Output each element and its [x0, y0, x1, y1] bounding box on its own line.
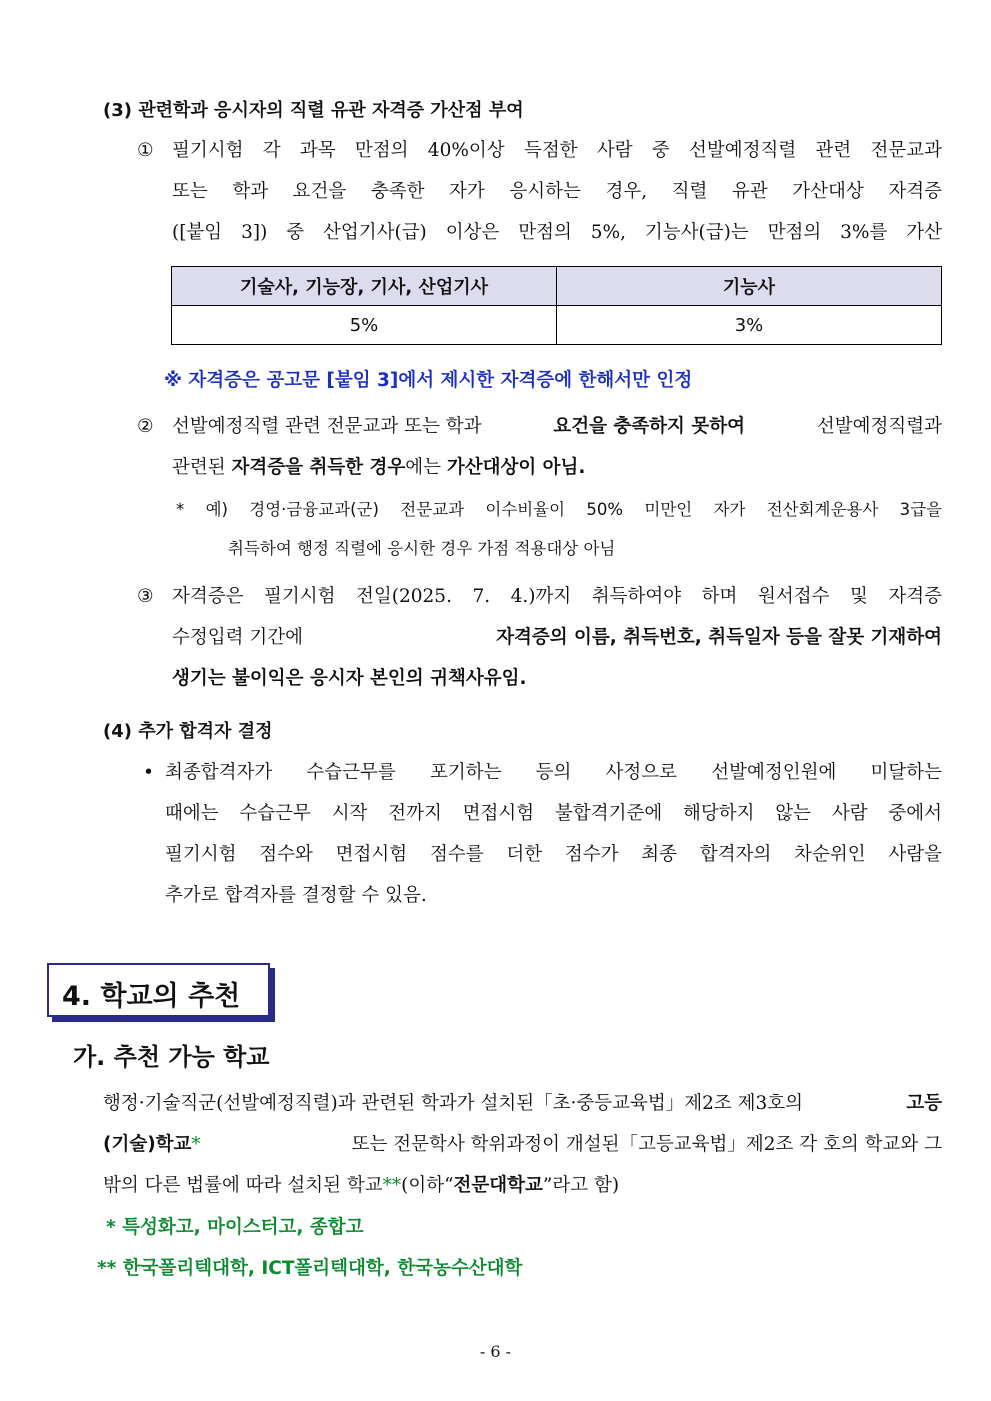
- section-4-heading: (4) 추가 합격자 결정: [103, 721, 273, 742]
- item-2-marker: ②: [137, 416, 154, 437]
- school-text: ”라고 함): [542, 1175, 620, 1196]
- item-3-text: 수정입력 기간에: [172, 627, 303, 648]
- item-2-emphasis: 요건을 충족하지 못하여: [553, 416, 745, 437]
- section-title-box: [47, 963, 270, 1017]
- table-header-cell: 기능사: [557, 267, 942, 306]
- item-2-text: 에는: [405, 457, 441, 478]
- item-3-marker: ③: [137, 586, 154, 607]
- item-2-example-line-2: 취득하여 행정 직렬에 응시한 경우 가점 적용대상 아님: [228, 539, 616, 558]
- item-3-line-3: 생기는 불이익은 응시자 본인의 귀책사유임.: [172, 668, 527, 689]
- additional-line-1: 최종합격자가 수습근무를 포기하는 등의 사정으로 선발예정인원에 미달하는: [165, 762, 942, 783]
- school-line-1: [103, 1083, 942, 1124]
- additional-line-2: 때에는 수습근무 시작 전까지 면접시험 불합격기준에 해당하지 않는 사람 중에서: [165, 803, 942, 824]
- item-2-example-line-1: * 예) 경영·금융교과(군) 전문교과 이수비율이 50% 미만인 자가 전산회계운용사 3급을: [176, 500, 942, 519]
- table-cell: 5%: [172, 306, 557, 345]
- item-1-marker: ①: [137, 140, 154, 161]
- bonus-points-table: [171, 266, 942, 345]
- item-3-emphasis: 자격증의 이름, 취득번호, 취득일자 등을 잘못 기재하여: [496, 627, 942, 648]
- school-emphasis: 고등: [906, 1093, 942, 1114]
- school-text: (이하“: [401, 1175, 454, 1196]
- school-emphasis: (기술)학교: [103, 1134, 192, 1155]
- item-2-line-2: [172, 447, 585, 488]
- certificate-note: ※ 자격증은 공고문 [붙임 3]에서 제시한 자격증에 한해서만 인정: [164, 370, 693, 391]
- additional-line-4: 추가로 합격자를 결정할 수 있음.: [165, 885, 427, 906]
- table-cell: 3%: [557, 306, 942, 345]
- school-text: 밖의 다른 법률에 따라 설치된 학교: [103, 1175, 383, 1196]
- footnote-1: * 특성화고, 마이스터고, 종합고: [106, 1217, 364, 1238]
- page-number: - 6 -: [479, 1342, 512, 1361]
- footnote-2: ** 한국폴리텍대학, ICT폴리텍대학, 한국농수산대학: [97, 1258, 523, 1279]
- footnote-marker: *: [191, 1134, 201, 1155]
- section-title: 4. 학교의 추천: [62, 981, 241, 1012]
- school-text: 행정·기술직군(선발예정직렬)과 관련된 학과가 설치된「초·중등교육법」제2조 제3호의: [103, 1093, 804, 1114]
- section-3-heading: (3) 관련학과 응시자의 직렬 유관 자격증 가산점 부여: [103, 100, 524, 121]
- school-line-3: [103, 1165, 619, 1206]
- footnote-marker: **: [382, 1175, 402, 1196]
- item-2-text: 선발예정직렬과: [816, 416, 942, 437]
- bullet-marker: •: [143, 762, 154, 783]
- table-header-cell: 기술사, 기능장, 기사, 산업기사: [172, 267, 557, 306]
- table-header-row: [172, 267, 942, 306]
- item-2-text: 관련된: [172, 457, 226, 478]
- item-2-emphasis: 가산대상이 아님.: [446, 457, 586, 478]
- additional-line-3: 필기시험 점수와 면접시험 점수를 더한 점수가 최종 합격자의 차순위인 사람을: [165, 844, 942, 865]
- item-2-emphasis: 자격증을 취득한 경우: [231, 457, 406, 478]
- school-emphasis: 전문대학교: [453, 1175, 543, 1196]
- subsection-title: 가. 추천 가능 학교: [73, 1043, 270, 1071]
- item-1-line-2: 또는 학과 요건을 충족한 자가 응시하는 경우, 직렬 유관 가산대상 자격증: [172, 181, 942, 202]
- table-row: [172, 306, 942, 345]
- item-3-line-1: 자격증은 필기시험 전일(2025. 7. 4.)까지 취득하여야 하며 원서접수 및 자격증: [172, 586, 942, 607]
- item-1-line-1: 필기시험 각 과목 만점의 40%이상 득점한 사람 중 선발예정직렬 관련 전문교과: [172, 140, 942, 161]
- item-3-line-2: [172, 617, 942, 658]
- item-2-text: 선발예정직렬 관련 전문교과 또는 학과: [172, 416, 482, 437]
- item-1-line-3: ([붙임 3]) 중 산업기사(급) 이상은 만점의 5%, 기능사(급)는 만점의 3%를 가산: [172, 222, 942, 243]
- school-line-2: [103, 1124, 942, 1165]
- item-2-line-1: [172, 406, 942, 447]
- school-text: 또는 전문학사 학위과정이 개설된「고등교육법」제2조 각 호의 학교와 그: [351, 1134, 942, 1155]
